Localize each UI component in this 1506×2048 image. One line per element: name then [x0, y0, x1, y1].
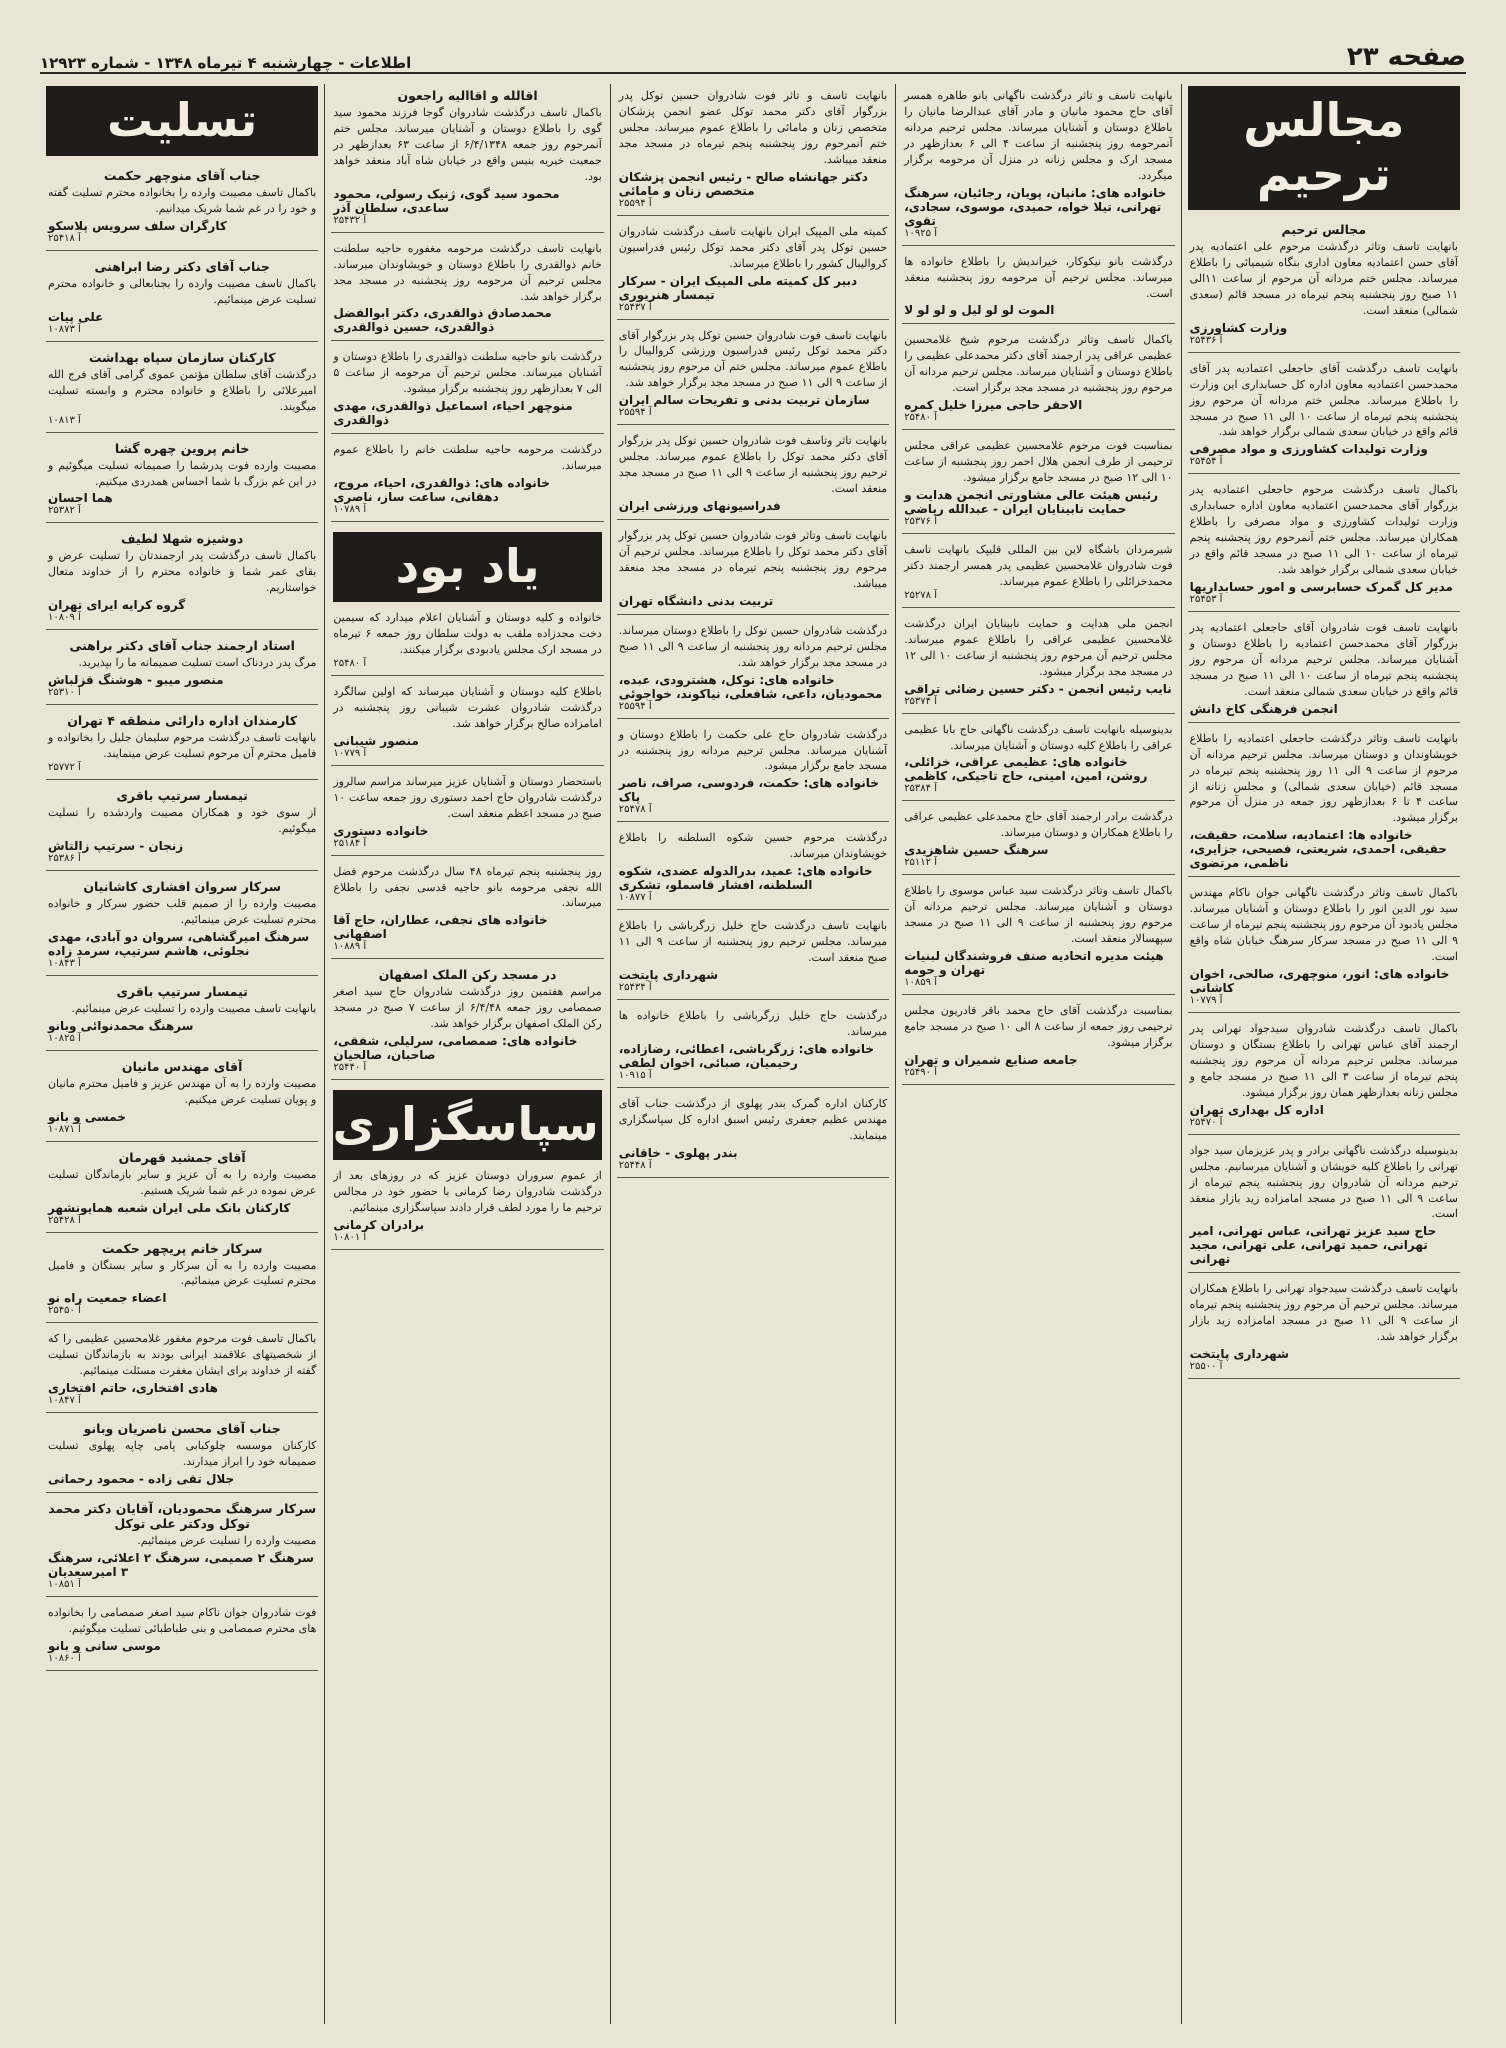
obituary-notice [46, 980, 318, 1051]
notice-heading: سرکار سرهنگ محمودیان، آقایان دکتر محمد توکل ودکتر علی توکل [48, 1501, 317, 1532]
notice-code: آ ۲۵۳۱۰ [47, 687, 81, 699]
notice-body: مصیبت وارده را به آن سرکار و سایر بستگان و فامیل محترم تسلیت عرض مینمائیم. [47, 1258, 317, 1288]
obituary-notice [46, 164, 318, 251]
obituary-notice [46, 1146, 318, 1233]
column-3 [610, 84, 895, 2024]
notice-body: بانهایت تاسف درگذشت سیدجواد تهرانی را باطلاع همکاران میرساند. مجلس ترحیم آن مرحوم روز پنجشنبه پنجم تیرماه از ساعت ۹ الی ۱۱ صبح در مسجد امامزاده زید بازار برگزار خواهد شد. [1189, 1282, 1459, 1344]
notice-signature: خانواده های: ذوالقدری، احیاء، مروج، دهقانی، ساعت ساز، ناصری [333, 476, 550, 505]
notice-body: بانهایت تاثر وتاسف فوت شادروان حسین توکل پدر بزرگوار آقای دکتر محمد توکل را باطلاع عموم میرساند. مجلس ترحیم روز پنجشنبه از ساعت ۹ الی ۱۱ صبح در مسجد مجد منعقد است. [618, 434, 888, 496]
notice-heading: در مسجد رکن الملک اصفهان [378, 967, 557, 983]
notice-code: آ ۲۵۴۷۸ [618, 804, 652, 816]
obituary-notice [46, 527, 318, 630]
notice-body: درگذشت شادروان حاج علی حکمت را باطلاع دوستان و آشنایان میرساند. مجلس ترحیم مردانه روز پنجشنبه در مسجد جامع برگزار میشود. [618, 727, 888, 773]
notice-code: آ ۲۵۳۸۲ [47, 505, 81, 517]
notice-code: آ ۲۵۴۴۸ [618, 1159, 652, 1171]
notice-code: آ ۱۰۷۸۹ [333, 504, 367, 516]
obituary-notice [902, 538, 1174, 608]
notice-code: آ ۲۵۴۳۴ [618, 982, 652, 994]
notice-code: آ ۱۰۸۲۵ [47, 1032, 81, 1044]
obituary-notice [331, 860, 603, 960]
obituary-notice [46, 1237, 318, 1324]
notice-signature: خانواده های: انور، منوچهری، صالحی، اخوان کاشانی [1189, 967, 1450, 995]
notice-signature: سازمان تربیت بدنی و تفریحات سالم ایران [618, 393, 870, 408]
column-2 [895, 84, 1180, 2024]
notice-signature: سرهنگ محمدنوائی وبانو [47, 1018, 194, 1033]
notice-signature: سرهنگ ۲ صمیمی، سرهنگ ۲ اعلائی، سرهنگ ۳ امیرسعدیان [47, 1551, 314, 1579]
obituary-notice [46, 255, 318, 342]
notice-signature: گروه کرایه ایرای تهران [47, 598, 186, 613]
obituary-notice [902, 718, 1174, 802]
banner-tasliat: تسلیت [46, 86, 318, 156]
notice-code: آ ۱۰۷۷۹ [1189, 995, 1223, 1006]
notice-code: آ ۱۰۹۱۵ [618, 1069, 652, 1081]
notice-heading: مجالس ترحیم [1281, 222, 1367, 237]
notice-signature: هادی افتخاری، حاتم افتخاری [47, 1381, 218, 1396]
obituary-notice [1188, 357, 1460, 475]
notice-body: مصیبت وارده را تسلیت عرض مینمائیم. [137, 1534, 317, 1548]
notice-signature: خمسی و بانو [47, 1109, 126, 1124]
obituary-notice [331, 345, 603, 434]
obituary-notice [331, 963, 603, 1080]
notice-signature: انجمن فرهنگی کاخ دانش [1189, 701, 1338, 716]
notice-signature: خانواده های: عظیمی عراقی، خزائلی، روشن، امین، امینی، حاج تاجیکی، کاظمی [904, 755, 1148, 784]
obituary-notice [1188, 1277, 1460, 1379]
obituary-notice [902, 434, 1174, 534]
notice-body: باکمال تاسف فوت مرحوم مغفور غلامحسین عظیمی را که از شخصیتهای علاقمند ایرانی بودند به بازماندگان تسلیت گفته از خداوند برای ایشان مغفرت مسئلت مینمائیم. [47, 1332, 317, 1378]
notice-heading: سرکار خانم پریچهر حکمت [101, 1240, 263, 1256]
notice-code: آ ۱۰۸۵۱ [47, 1579, 81, 1590]
notice-signature: جلال تقی زاده - محمود رحمانی [47, 1472, 235, 1487]
obituary-notice [617, 914, 889, 1000]
obituary-notice [46, 1055, 318, 1142]
notice-code: آ ۲۵۳۸۴ [904, 783, 938, 795]
issue-line: اطلاعات - چهارشنبه ۴ تیرماه ۱۳۴۸ - شماره ۱۲۹۲۳ [40, 54, 412, 72]
notice-body: باکمال تاسف درگذشت شادروان سیدجواد تهرانی پدر ارجمند آقای عباس تهرانی را باطلاع بستگان و دوستان میرساند. مجلس ترحیم مردانه آن مرحوم روز پنجشنبه پنجم تیرماه از ساعت ۳ الی ۱۱ صبح در مسجد جامع و مجلس زنانه بعدازظهر همان روز برگزار میشود. [1189, 1022, 1458, 1099]
obituary-notice [617, 826, 889, 910]
notice-signature: منصور شیبانی [333, 733, 419, 748]
notice-code: آ ۲۵۴۳۶ [1189, 334, 1223, 346]
notice-signature: جامعه صنایع شمیران و تهران [904, 1052, 1078, 1067]
obituary-notice [902, 805, 1174, 875]
obituary-notice [902, 999, 1174, 1085]
notice-code: آ ۲۵۴۱۸ [47, 232, 81, 244]
obituary-notice [617, 1092, 889, 1178]
notice-body: بانهایت تاسف وتاثر درگذشت مرحوم علی اعتمادیه پدر آقای حسن اعتمادیه معاون اداری بنگاه شیمیائی را باطلاع میرساند. مجلس ختم مردانه آن مرحوم از ساعت ۱۱الی ۱۱ صبح روز پنجشنبه پنجم تیرماه در مسجد قائم (سعدی شمالی) منعقد است. [1189, 240, 1458, 317]
page-header [40, 36, 1466, 74]
obituary-notice [331, 526, 603, 676]
notice-body: بانهایت تاسف درگذشت حاج خلیل زرگرباشی را باطلاع میرساند. مجلس ترحیم روز پنجشنبه از ساعت ۹ الی ۱۱ صبح منعقد است. [618, 919, 888, 965]
notice-code: آ ۱۰۹۲۵ [904, 227, 938, 239]
obituary-notice [617, 524, 889, 615]
notice-body: کارکنان موسسه چلوکبابی پامی چاپه پهلوی تسلیت صمیمانه خود را ابراز میدارند. [47, 1439, 317, 1469]
obituary-notice [331, 1084, 603, 1250]
obituary-notice [1188, 881, 1460, 1013]
columns [40, 84, 1466, 2024]
notice-code: آ ۲۵۴۲۸ [47, 1214, 81, 1226]
notice-heading: اقالله و اقاالیه راجعون [397, 88, 538, 103]
page-number: صفحه ۲۳ [1346, 42, 1466, 72]
obituary-notice [46, 437, 318, 524]
notice-body: باکمال تاسف درگذشت شادروان گوجا فرزند محمود سید گوی را باطلاع دوستان و آشنایان میرساند. مجلس ختم آنمرحوم روز جمعه ۶/۴/۱۳۴۸ از ساعت ۶۳ بعدازظهر در جمعیت خیریه بنیس واقع در خیابان شاه آباد منعقد خواهد بود. [333, 106, 602, 183]
notice-heading: جناب آقای دکتر رضا ابراهنی [94, 258, 270, 274]
notice-body: باکمال تاسف وتاثر درگذشت ناگهانی جوان ناکام مهندس سید نور الدین انور را باطلاع دوستان و آشنایان میرساند. مجلس یادبود آن مرحوم روز پنجشنبه پنجم تیرماه از ساعت ۹ الی ۱۱ صبح در مسجد سرکار سرهنگ خیابان شاه واقع است. [1189, 886, 1458, 964]
notice-signature: محمدصادق ذوالقدری، دکتر ابوالفضل ذوالقدری، حسین ذوالقدری [333, 306, 552, 335]
notice-code: آ ۱۰۸۰۱ [333, 1232, 367, 1243]
notice-code: آ ۲۵۴۳۷ [618, 301, 652, 313]
obituary-notice [46, 634, 318, 705]
notice-signature: دکتر جهانشاه صالح - رئیس انجمن پزشکان متخصص زنان و مامائی [618, 169, 868, 198]
obituary-notice [331, 680, 603, 766]
notice-body: شیرمردان باشگاه لاین بین المللی قلیپک بانهایت تاسف فوت شادروان غلامحسین عظیمی پدر همسر ارجمند دکتر محمدخزائلی را باطلاع عموم میرساند. [904, 543, 1173, 588]
obituary-notice [46, 1417, 318, 1493]
obituary-notice [46, 709, 318, 780]
notice-code: آ ۲۵۴۵۴ [1189, 456, 1223, 468]
notice-signature: خانواده دستوری [333, 823, 429, 838]
notice-body: باکمال تاسف وتاثر درگذشت مرحوم شیخ غلامحسین عظیمی عراقی پدر ارجمند آقای دکتر محمدعلی عظیمی را باطلاع دوستان و آشنایان میرساند. مجلس ترحیم مردانه آن مرحوم روز پنجشنبه در مسجد مجد برگزار است. [904, 333, 1173, 395]
column-4 [324, 84, 609, 2024]
notice-signature: هما احسان [47, 491, 113, 506]
obituary-notice [331, 237, 603, 342]
notice-code: آ ۱۰۷۷۹ [333, 747, 367, 759]
notice-signature: منوچهر احیاء، اسماعیل ذوالقدری، مهدی ذوالقدری [333, 399, 573, 428]
obituary-notice [617, 1004, 889, 1088]
notice-heading: استاد ارجمند جناب آقای دکتر براهنی [69, 638, 295, 654]
notice-body: بانهایت تاسف فوت شادروان آقای حاجعلی اعتمادیه پدر بزرگوار آقای محمدحسن اعتمادیه را باطلاع دوستان و آشنایان میرساند. مجلس ترحیم مردانه آن مرحوم روز پنجشنبه پنجم تیرماه از ساعت ۱۰ الی ۱۱ صبح در مسجد قائم واقع در خیابان سعدی شمالی منعقد است. [1189, 621, 1458, 698]
notice-signature: الاحقر حاجی میرزا خلیل کمره [904, 398, 1083, 413]
obituary-notice [1188, 1017, 1460, 1135]
notice-body: بانهایت تاسف درگذشت مرحومه مغفوره حاجیه سلطنت خانم ذوالقدری را باطلاع دوستان و خویشاوندان میرساند. مجلس ترحیم آن مرحومه روز پنجشنبه در مسجد مجد برگزار خواهد شد. [333, 241, 602, 303]
notice-body: بانهایت تاسف مصیبت وارده را تسلیت عرض مینمائیم. [71, 1001, 317, 1015]
notice-code: آ ۱۰۸۷۱ [47, 1123, 81, 1135]
notice-signature: شهرداری پایتخت [1189, 1347, 1289, 1362]
notice-body: باکمال تاسف مصیبت وارده را بجنابعالی و خانواده محترم تسلیت عرض مینمائیم. [47, 276, 317, 306]
notice-signature: خانواده ها: اعتمادیه، سلامت، حقیقت، حقیقی، احمدی، شریعتی، فصیحی، جزایری، ناظمی، مرتضوی [1189, 828, 1447, 871]
notice-heading: کارکنان سازمان سپاه بهداشت [88, 349, 276, 365]
notice-heading: جناب آقای محسن ناصریان وبانو [83, 1421, 281, 1437]
notice-code: آ ۲۵۱۱۲ [904, 857, 938, 869]
notice-heading: تیمسار سرتیپ باقری [116, 983, 248, 999]
notice-signature: علی پیات [47, 309, 104, 324]
obituary-notice [617, 429, 889, 520]
notice-body: بانهایت تاسف و تاثر فوت شادروان حسین توکل پدر بزرگوار آقای دکتر محمد توکل عضو انجمن پزشکان متخصص زنان و مامائی را باطلاع عموم میرساند. مجلس ختم آنمرحوم روز پنجشنبه پنجم تیرماه در مسجد مجد منعقد میباشد. [618, 89, 888, 166]
obituary-notice [46, 1497, 318, 1597]
notice-body: باطلاع کلیه دوستان و آشنایان میرساند که اولین سالگرد درگذشت شادروان عشرت شیبانی روز پنجشنبه در امامزاده صالح برگزار خواهد شد. [333, 684, 602, 730]
notice-signature: خانواده های: صمصامی، سرلیلی، شفقی، صاحبان، صالحیان [333, 1034, 578, 1063]
notice-signature: مدیر کل گمرک حسابرسی و امور حسابداریها [1189, 580, 1453, 594]
notice-code: آ ۲۵۴۴۰ [333, 1062, 367, 1074]
notice-signature: کارگران سلف سرویس پلاسکو [47, 218, 227, 233]
obituary-notice [617, 84, 889, 216]
notice-heading: دوشیزه شهلا لطیف [121, 531, 244, 547]
notice-signature: خانواده های: حکمت، فردوسی، صراف، ناصر پاک [618, 776, 879, 805]
notice-signature: اعضاء جمعیت راه نو [47, 1291, 167, 1306]
notice-body: باکمال تاسف وتاثر درگذشت سید عباس موسوی را باطلاع دوستان و آشنایان میرساند. مجلس ترحیم مردانه آن مرحوم روز پنجشنبه از ساعت ۹ الی ۱۱ صبح در مسجد سپهسالار منعقد است. [904, 884, 1173, 946]
banner-sepasgozari: سپاسگزاری [333, 1090, 601, 1160]
notice-body: بمناسبت فوت مرحوم غلامحسین عظیمی عراقی مجلس ترحیمی از طرف انجمن هلال احمر روز پنجشنبه از ساعت ۱۰ الی ۱۲ صبح در مسجد جامع برگزار میشود. [904, 439, 1173, 485]
notice-body: باستحضار دوستان و آشنایان عزیز میرساند مراسم سالروز درگذشت شادروان حاج احمد دستوری روز جمعه ساعت ۱۰ صبح در مسجد اعظم منعقد است. [333, 774, 602, 820]
notice-signature: خانواده های: مانیان، پویان، رجائیان، سرهنگ تهرانی، تیلا خواه، حمیدی، موسوی، سجادی، تقوی [904, 185, 1167, 228]
obituary-notice [1188, 616, 1460, 723]
notice-body: بانهایت تاسف فوت شادروان حسین توکل پدر بزرگوار آقای دکتر محمد توکل رئیس فدراسیون ورزشی کروالیبال را باطلاع عموم میرساند. مجلس ختم آن مرحوم روز پنجشنبه از ساعت ۹ الی ۱۱ صبح در مسجد مجد برگزار خواهد شد. [618, 328, 888, 390]
obituary-notice [1188, 1139, 1460, 1274]
notice-body: مصیبت وارده را به آن مهندس عزیز و فامیل محترم مانیان و پویان تسلیت عرض میکنیم. [47, 1076, 317, 1106]
notice-code: آ ۱۰۸۴۳ [47, 957, 81, 969]
notice-heading: آقای مهندس مانیان [121, 1058, 243, 1074]
notice-body: مرگ پدر دردناک است تسلیت صمیمانه ما را بپذیرید. [78, 656, 317, 670]
notice-code: آ ۲۵۳۷۴ [904, 695, 938, 707]
notice-signature: شهرداری پایتخت [618, 968, 719, 983]
notice-code: آ ۲۵۷۷۲ [47, 762, 81, 774]
obituary-notice [902, 879, 1174, 995]
notice-body: از عموم سروران دوستان عزیز که در روزهای بعد از درگذشت شادروان رضا کرمانی با حضور خود در مجالس ترحیم ما را مورد لطف قرار دادند سپاسگزاری مینمائیم. [333, 1169, 602, 1215]
notice-signature: خانواده های: توکل، هشترودی، عبده، محمودیان، داعی، شافعلی، نیاکوند، خواجوئی [618, 672, 883, 701]
notice-code: آ ۲۵۴۸۰ [333, 657, 367, 669]
notice-body: بانهایت تاسف درگذشت آقای حاجعلی اعتمادیه پدر آقای محمدحسن اعتمادیه معاون اداره کل حسابداری این وزارت را باطلاع میرساند. مجلس ختم مردانه آن مرحوم روز پنجشنبه پنجم تیرماه از ساعت ۱۰ الی ۱۱ صبح در مسجد قائم واقع در خیابان سعدی شمالی برگزار خواهد شد. [1189, 361, 1458, 439]
notice-code: آ ۲۵۵۹۴ [618, 407, 652, 419]
notice-signature: کارکنان بانک ملی ایران شعبه همایونشهر [47, 1200, 291, 1215]
notice-code: آ ۱۰۸۸۹ [333, 941, 367, 953]
notice-code: آ ۲۵۴۹۰ [904, 1066, 938, 1078]
notice-body: فوت شادروان جوان ناکام سید اصغر صمصامی را بخانواده های محترم صمصامی و بنی طباطبائی تسلیت میگوئیم. [47, 1606, 317, 1635]
obituary-notice [46, 346, 318, 433]
obituary-notice [331, 84, 603, 233]
notice-body: از سوی خود و همکاران مصیبت واردشده را تسلیت میگوئیم. [47, 806, 317, 835]
notice-signature: خانواده های نجفی، عطاران، حاج آقا اصفهانی [333, 913, 548, 942]
notice-code: آ ۲۵۴۵۳ [1189, 594, 1223, 605]
notice-code: آ ۲۵۵۹۴ [618, 700, 652, 712]
notice-body: کمیته ملی المپیک ایران بانهایت تاسف درگذشت شادروان حسین توکل پدر آقای دکتر محمد توکل رئیس فدراسیون کروالیبال کشور را باطلاع میرساند. [618, 224, 888, 270]
notice-code: آ ۲۵۴۸۰ [904, 412, 938, 424]
notice-body: کارکنان اداره گمرک بندر پهلوی از درگذشت جناب آقای مهندس عظیم جعفری رئیس اسبق اداره کل سپاسگزاری مینمایند. [618, 1096, 888, 1142]
notice-code: آ ۲۵۵۹۴ [618, 197, 652, 209]
notice-heading: خانم پروین چهره گشا [114, 440, 250, 456]
notice-heading: جناب آقای منوچهر حکمت [103, 168, 261, 183]
obituary-notice [617, 723, 889, 823]
notice-code: آ ۲۵۳۷۶ [904, 516, 938, 527]
notice-body: درگذشت برادر ارجمند آقای حاج محمدعلی عظیمی عراقی را باطلاع همکاران و دوستان میرساند. [904, 810, 1173, 840]
notice-body: مراسم هفتمین روز درگذشت شادروان حاج سید اصغر صمصامی روز جمعه ۶/۴/۴۸ از ساعت ۷ صبح در مسجد رکن الملک اصفهان برگزار خواهد شد. [333, 985, 602, 1031]
notice-body: مصیبت وارده فوت پدرشما را صمیمانه تسلیت میگوئیم و در این غم بزرگ با شما احساس همدردی میکنیم. [47, 458, 317, 488]
notice-code: آ ۲۵۴۳۲ [333, 214, 367, 226]
notice-body: بمناسبت درگذشت آقای حاج محمد باقر قادریون مجلس ترحیمی روز جمعه از ساعت ۸ الی ۱۰ صبح در مسجد جامع برگزار میشود. [904, 1004, 1173, 1049]
notice-code: آ ۲۵۵۰۰ [1189, 1361, 1223, 1373]
obituary-notice [902, 84, 1174, 246]
notice-code: آ ۲۵۳۸۶ [47, 852, 81, 864]
notice-signature: محمود سید گوی، ژنیک رسولی، محمود ساعدی، سلطان آذر [333, 186, 560, 215]
notice-signature: خانواده های: زرگرباشی، اعطائی، رضازاده، رحیمیان، صبائی، اخوان لطفی [618, 1041, 874, 1070]
notice-signature: سرهنگ امیرگشاهی، سروان دو آبادی، مهدی نجلوئی، هاشم سرتیپ، سرمد زاده [47, 929, 310, 958]
notice-body: انجمن ملی هدایت و حمایت نابینایان ایران درگذشت غلامحسین عظیمی عراقی را باطلاع عموم میرساند. مجلس ترحیم آن مرحوم روز پنجشنبه از ساعت ۱۰ الی ۱۲ در مسجد مجد برگزار میشود. [904, 616, 1173, 678]
obituary-notice [617, 619, 889, 719]
notice-signature: منصور میبو - هوشنگ قزلباش [47, 673, 224, 688]
notice-body: روز پنجشنبه پنجم تیرماه ۴۸ سال درگذشت مرحوم فضل الله نجفی مرحومه بانو حاجیه قدسی نجفی را باطلاع میرساند. [333, 864, 602, 910]
notice-body: درگذشت حاج خلیل زرگرباشی را باطلاع خانواده ها میرساند. [618, 1009, 888, 1038]
notice-code: آ ۲۵۴۷۰ [1189, 1116, 1223, 1128]
notice-code: آ ۲۵۱۸۴ [333, 837, 367, 849]
notice-signature: بندر پهلوی - خاقانی [618, 1145, 738, 1160]
notice-body: خانواده و کلیه دوستان و آشنایان اعلام میدارد که سیمین دخت مجدزاده ملقب به دولت سلطان روز جمعه ۶ تیرماه در مسجد ارک مجلس یادبودی برگزار میکنند. [333, 611, 602, 656]
notice-body: مصیبت وارده را از صمیم قلب حضور سرکار و خانواده محترم تسلیت عرض مینمائیم. [47, 896, 317, 926]
notice-signature: موسی سانی و بانو [47, 1638, 161, 1653]
notice-signature: دبیر کل کمیته ملی المپیک ایران - سرکار تیمسار هنریوری [618, 273, 858, 302]
notice-signature: اداره کل بهداری تهران [1189, 1102, 1324, 1117]
notice-body: بانهایت تاسف و تاثر درگذشت ناگهانی بانو طاهره همسر آقای حاج محمود مانیان و مادر آقای عبدالرضا مانیان را باطلاع دوستان و آشنایان میرساند. مجلس ترحیم مردانه آنمرحومه روز پنجشنبه از ساعت ۴ الی ۶ بعدازظهر در مسجد ارک و مجلس زنانه در منزل آن مرحومه برگزار میگردد. [904, 89, 1173, 182]
notice-signature: وزارت کشاورزی [1189, 320, 1288, 335]
notice-code: آ ۱۰۸۰۹ [47, 612, 81, 624]
obituary-notice [46, 784, 318, 871]
obituary-notice [1188, 478, 1460, 612]
obituary-notice [902, 328, 1174, 430]
notice-heading: کارمندان اداره دارائی منطقه ۴ تهران [67, 713, 298, 729]
notice-body: بانهایت تاسف وتاثر فوت شادروان حسین توکل پدر بزرگوار آقای دکتر محمد توکل را باطلاع میرساند. مجلس ترحیم آن مرحوم روز پنجشنبه پنجم تیرماه در مسجد مجد منعقد میباشد. [618, 529, 888, 590]
notice-signature: فدراسیونهای ورزشی ایران [618, 499, 781, 513]
notice-signature: تربیت بدنی دانشگاه تهران [618, 593, 774, 608]
notice-body: بانهایت تاسف درگذشت مرحوم سلیمان جلیل را بخانواده و فامیل محترم آن مرحوم تسلیت عرض مینمایند. [47, 731, 317, 761]
notice-body: بدینوسیله بانهایت تاسف درگذشت ناگهانی حاج بابا عظیمی عراقی را باطلاع کلیه دوستان و آشنایان میرساند. [904, 722, 1173, 752]
obituary-notice [617, 220, 889, 320]
notice-code: آ ۱۰۸۱۳ [47, 414, 81, 426]
obituary-notice [46, 1601, 318, 1671]
notice-body: درگذشت آقای سلطان مؤتمن عموی گرامی آقای فرج الله امیرعلائی را باطلاع و خانواده محترم و وابسته تسلیت میگویند. [47, 367, 317, 413]
notice-heading: سرکار سروان افشاری کاشانیان [83, 878, 282, 894]
obituary-notice [617, 324, 889, 426]
notice-body: بدینوسیله درگذشت ناگهانی برادر و پدر عزیزمان سید جواد تهرانی را باطلاع کلیه خویشان و آشنایان میرسانیم. مجلس ترحیم مردانه آن شادروان روز پنجشنبه پنجم تیرماه از ساعت ۹ الی ۱۱ صبح در مسجد امامزاده زید بازار منعقد است. [1189, 1143, 1458, 1221]
notice-signature: سرهنگ حسین شاهزیدی [904, 843, 1049, 858]
notice-code: آ ۲۵۴۵۰ [47, 1305, 81, 1317]
notice-body: مصیبت وارده را به آن عزیز و سایر بازماندگان تسلیت عرض نموده در غم شما شریک هستیم. [47, 1167, 317, 1197]
obituary-notice [331, 438, 603, 522]
column-tasliat [40, 84, 324, 2024]
notice-body: باکمال تاسف درگذشت پدر ارجمندتان را تسلیت عرض و بقای عمر شما و خانواده محترم را از خداوند متعال خواستاریم. [47, 549, 317, 595]
notice-signature: رئیس هیئت عالی مشاورتی انجمن هدایت و حمایت نابینایان ایران - عبدالله ریاضی [904, 488, 1159, 516]
notice-code: آ ۱۰۸۷۷ [618, 892, 652, 904]
notice-code: آ ۱۰۸۵۹ [904, 977, 938, 989]
notice-signature: خانواده های: عمید، بدرالدوله عضدی، شکوه السلطنه، افشار قاسملو، تشکری [618, 864, 873, 893]
notice-code: آ ۱۰۸۴۷ [47, 1395, 81, 1407]
notice-signature: برادران کرمانی [333, 1218, 425, 1232]
notice-code: آ ۱۰۸۷۳ [47, 323, 81, 335]
notice-body: درگذشت بانو حاجیه سلطنت ذوالقدری را باطلاع دوستان و آشنایان میرساند. مجلس ترحیم آن مرحومه از ساعت ۵ الی ۷ بعدازظهر روز پنجشنبه برگزار میشود. [333, 350, 602, 396]
notice-signature: الموت لو لو لیل و لو لو لا [904, 303, 1055, 318]
notice-body: درگذشت مرحوم حسین شکوه السلطنه را باطلاع خویشاوندان میرساند. [618, 831, 888, 861]
notice-heading: آقای جمشید قهرمان [118, 1149, 246, 1165]
notice-code: آ ۱۰۸۶۰ [47, 1652, 81, 1664]
notice-body: باکمال تاسف درگذشت مرحوم حاجعلی اعتمادیه پدر بزرگوار آقای محمدحسن اعتمادیه معاون اداره حسابداری وزارت تولیدات کشاورزی و مواد مصرفی را باطلاع همکاران میرساند. مجلس ختم آنمرحوم روز پنجشنبه پنجم تیرماه از ساعت ۱۰ الی ۱۱ صبح در مسجد قائم واقع در خیابان سعدی شمالی برگزار خواهد شد. [1189, 483, 1458, 577]
obituary-notice [1188, 727, 1460, 878]
notice-signature: زنجان - سرتیپ زالتاش [47, 838, 184, 853]
banner-majales-tarhim: مجالس ترحیم [1188, 86, 1460, 210]
notice-code: آ ۲۵۲۷۸ [904, 589, 938, 601]
column-majales [1181, 84, 1466, 2024]
obituary-notice [46, 1327, 318, 1413]
obituary-notice [331, 770, 603, 856]
notice-body: درگذشت مرحومه حاجیه سلطنت خانم را باطلاع عموم میرساند. [333, 443, 602, 473]
obituary-notice [902, 612, 1174, 714]
banner-yadbood: یاد بود [333, 532, 601, 602]
notice-body: درگذشت شادروان حسین توکل را باطلاع دوستان میرساند. مجلس ترحیم مردانه روز پنجشنبه از ساعت ۹ الی ۱۱ صبح در مسجد مجد برگزار خواهد شد. [618, 623, 888, 669]
obituary-notice [46, 875, 318, 976]
notice-signature: وزارت تولیدات کشاورزی و مواد مصرفی [1189, 442, 1428, 457]
notice-signature: حاج سید عزیز تهرانی، عباس تهرانی، امیر تهرانی، حمید تهرانی، علی تهرانی، مجید تهرانی [1189, 1224, 1437, 1267]
notice-signature: هیئت مدیره اتحادیه صنف فروشندگان لبنیات تهران و حومه [904, 949, 1164, 978]
notice-body: باکمال تاسف مصیبت وارده را بخانواده محترم تسلیت گفته و خود را در غم شما شریک میدانیم. [47, 186, 317, 215]
obituary-notice [1188, 218, 1460, 353]
notice-body: بانهایت تاسف وتاثر درگذشت حاجعلی اعتمادیه را باطلاع خویشاوندان و دوستان میرساند. مجلس ترحیم مردانه آن مرحوم از ساعت ۹ الی ۱۱ روز پنجشنبه پنجم تیرماه در مسجد قائم (خیابان سعدی شمالی) و مجلس زنانه از ساعت ۴ تا ۶ بعدازظهر روز جمعه در منزل آن مرحوم برگزار میشود. [1189, 731, 1459, 825]
notice-signature: نایب رئیس انجمن - دکتر حسین رضائی تراقی [904, 681, 1172, 696]
notice-body: درگذشت بانو نیکوکار، خیراندیش را باطلاع خانواده ها میرساند. مجلس ترحیم آن مرحومه روز پنجشنبه منعقد است. [904, 254, 1173, 300]
obituary-notice [902, 250, 1174, 325]
notice-heading: تیمسار سرتیپ باقری [116, 788, 248, 804]
